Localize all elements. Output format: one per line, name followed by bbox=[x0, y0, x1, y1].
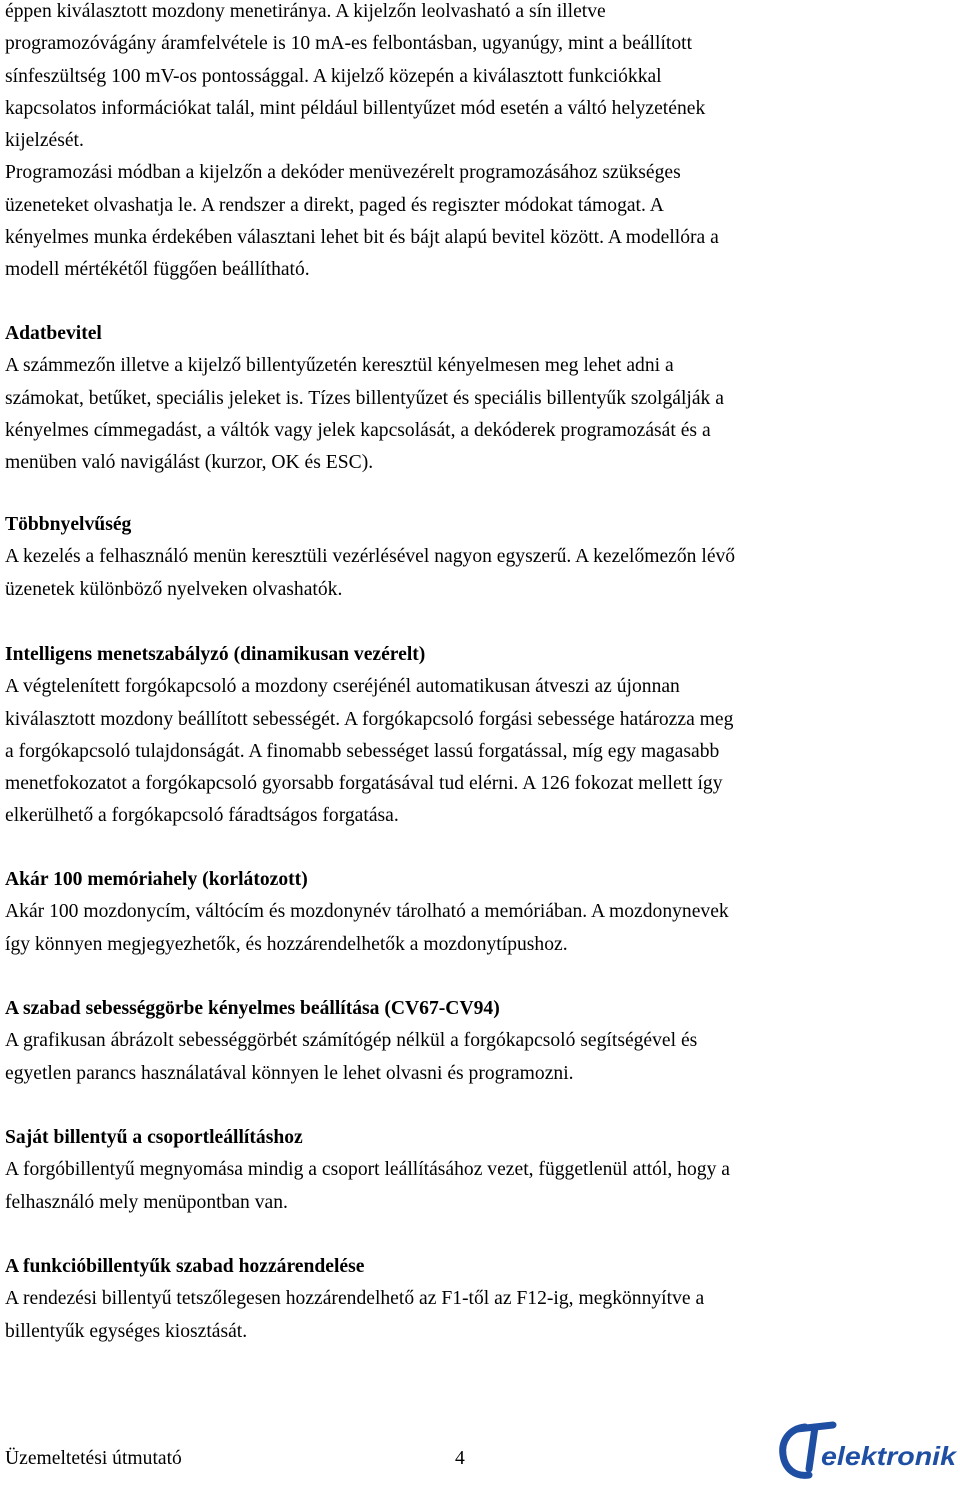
paragraph-line: így könnyen megjegyezhetők, és hozzárendelhetők a mozdonytípushoz. bbox=[5, 933, 568, 955]
paragraph-line: A kezelés a felhasználó menün keresztüli vezérlésével nagyon egyszerű. A kezelőmezőn lévő bbox=[5, 546, 736, 568]
paragraph-line: A számmezőn illetve a kijelző billentyűzetén keresztül kényelmesen meg lehet adni a bbox=[5, 355, 674, 377]
intro-paragraph bbox=[5, 0, 925, 287]
paragraph-line: modell mértékétől függően beállítható. bbox=[5, 259, 310, 281]
section-tobbnyelvuseg bbox=[5, 509, 925, 606]
svg-text:elektronik: elektronik bbox=[821, 1441, 958, 1471]
paragraph-line: éppen kiválasztott mozdony menetiránya. A kijelzőn leolvasható a sín illetve bbox=[5, 1, 606, 22]
paragraph-line: kiválasztott mozdony beállított sebességét. A forgókapcsoló forgási sebessége határozza meg bbox=[5, 708, 734, 730]
paragraph-line: sínfeszültség 100 mV-os pontossággal. A kijelző közepén a kiválasztott funkciókkal bbox=[5, 65, 662, 87]
paragraph-line: üzenetek különböző nyelveken olvashatók. bbox=[5, 578, 343, 600]
section-adatbevitel bbox=[5, 318, 925, 479]
paragraph-line: számokat, betűket, speciális jeleket is. Tízes billentyűzet és speciális billentyűk szolgálják a bbox=[5, 387, 724, 409]
section-memoriahely bbox=[5, 864, 925, 961]
section-funkciobillentyuk bbox=[5, 1251, 925, 1348]
section-heading: Adatbevitel bbox=[5, 323, 102, 344]
section-heading: Többnyelvűség bbox=[5, 514, 132, 535]
paragraph-line: kényelmes címmegadást, a váltók vagy jelek kapcsolását, a dekóderek programozását és a bbox=[5, 419, 711, 441]
paragraph-line: a forgókapcsoló tulajdonságát. A finomabb sebességet lassú forgatással, míg egy magasabb bbox=[5, 740, 720, 762]
paragraph-line: menetfokozatot a forgókapcsoló gyorsabb forgatásával tud elérni. A 126 fokozat mellett így bbox=[5, 773, 723, 795]
paragraph-line: Akár 100 mozdonycím, váltócím és mozdonynév tárolható a memóriában. A mozdonynevek bbox=[5, 901, 729, 923]
paragraph-line: programozóvágány áramfelvétele is 10 mA-es felbontásban, ugyanúgy, mint a beállított bbox=[5, 33, 693, 55]
paragraph-line: A végtelenített forgókapcsoló a mozdony cseréjénél automatikusan átveszi az újonnan bbox=[5, 676, 680, 698]
section-intelligens-menetszabalyzo bbox=[5, 639, 925, 833]
paragraph-line: kijelzését. bbox=[5, 130, 84, 152]
paragraph-line: A rendezési billentyű tetszőlegesen hozzárendelhető az F1-től az F12-ig, megkönnyítve a bbox=[5, 1288, 705, 1310]
paragraph-line: Programozási módban a kijelzőn a dekóder menüvezérelt programozásához szükséges bbox=[5, 162, 681, 184]
paragraph-line: üzeneteket olvashatja le. A rendszer a direkt, paged és regiszter módokat támogat. A bbox=[5, 194, 664, 216]
section-csoportleallitas bbox=[5, 1122, 925, 1219]
telektronik-logo bbox=[775, 1419, 960, 1483]
paragraph-line: A forgóbillentyű megnyomása mindig a csoport leállításához vezet, függetlenül attól, hogy a bbox=[5, 1159, 730, 1181]
paragraph-line: felhasználó mely menüpontban van. bbox=[5, 1191, 288, 1213]
section-sebessereggorbe bbox=[5, 993, 925, 1090]
paragraph-line: menüben való navigálást (kurzor, OK és ESC). bbox=[5, 452, 374, 474]
page-footer bbox=[5, 1441, 958, 1485]
section-heading: Akár 100 memóriahely (korlátozott) bbox=[5, 869, 308, 890]
section-heading: Intelligens menetszabályzó (dinamikusan vezérelt) bbox=[5, 644, 426, 665]
paragraph-line: kapcsolatos információkat talál, mint például billentyűzet mód esetén a váltó helyzetének bbox=[5, 97, 706, 119]
paragraph-line: egyetlen parancs használatával könnyen le lehet olvasni és programozni. bbox=[5, 1062, 574, 1084]
page-number: 4 bbox=[455, 1448, 465, 1469]
section-heading: A funkcióbillentyűk szabad hozzárendelése bbox=[5, 1256, 365, 1277]
footer-title: Üzemeltetési útmutató bbox=[5, 1448, 182, 1469]
paragraph-line: kényelmes munka érdekében választani lehet bit és bájt alapú bevitel között. A modellóra a bbox=[5, 227, 719, 249]
section-heading: Saját billentyű a csoportleállításhoz bbox=[5, 1127, 303, 1148]
section-heading: A szabad sebességgörbe kényelmes beállítása (CV67-CV94) bbox=[5, 998, 500, 1019]
paragraph-line: A grafikusan ábrázolt sebességgörbét számítógép nélkül a forgókapcsoló segítségével és bbox=[5, 1030, 698, 1052]
paragraph-line: elkerülhető a forgókapcsoló fáradtságos forgatása. bbox=[5, 805, 399, 827]
paragraph-line: billentyűk egységes kiosztását. bbox=[5, 1320, 248, 1342]
